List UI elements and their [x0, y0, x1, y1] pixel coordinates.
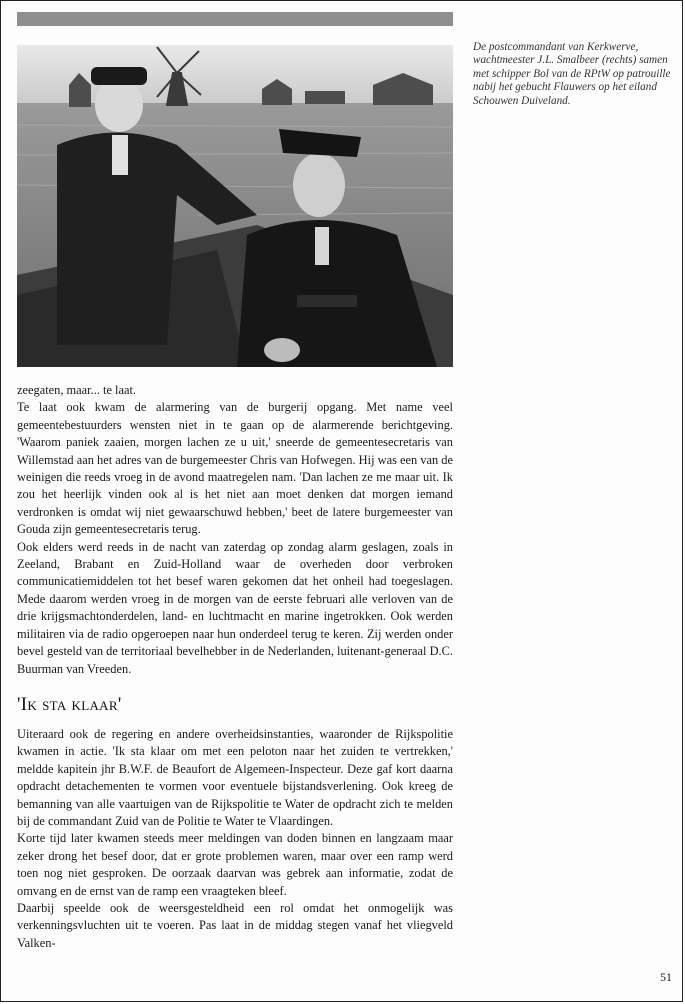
photo-caption: De postcommandant van Kerkwerve, wachtmeester J.L. Smalbeer (rechts) samen met schipper Bol van de RPtW op patrouille nabij het gebucht Flauwers op het eiland Schouwen Duiveland.	[473, 41, 671, 107]
section-heading: 'Ik sta klaar'	[17, 693, 122, 715]
article-body	[17, 382, 453, 952]
paragraph: Te laat ook kwam de alarmering van de burgerij opgang. Met name veel gemeentebestuurders wensten niet in te gaan op de alarmerende berichtgeving. 'Waarom paniek zaaien, morgen lachen ze u uit,' sneerde de gemeentesecretaris van Willemstad aan het adres van de burgemeester Chris van Hofwegen. Hij was een van de weinigen die reeds vroeg in de avond maatregelen nam. 'Dan lachen ze me maar uit. Ik zou het heerlijk vinden ook al is het niet aan moet denken dat morgen iemand verdronken is omdat wij niet gewaarschuwd hebben,' beet de latere burgemeester van Gouda zijn gemeentesecretaris terug.	[17, 400, 453, 537]
header-bar	[17, 12, 453, 26]
paragraph: Ook elders werd reeds in de nacht van zaterdag op zondag alarm geslagen, zoals in Zeeland, Brabant en Zuid-Holland waar de overheden door verbroken communicatiemiddelen tot het besef waren gekomen dat het onheil had toegeslagen. Mede daarom werden vroeg in de morgen van de eerste februari alle verloven van de drie krijgsmachtonderdelen, land- en luchtmacht en marine ingetrokken. Ook werden militairen via de radio opgeroepen naar hun onderdeel terug te keren. Zij werden onder bevel gesteld van de territoriaal bevelhebber in de Nederlanden, luitenant-generaal D.C. Buurman van Vreeden.	[17, 539, 453, 676]
paragraph: Korte tijd later kwamen steeds meer meldingen van doden binnen en langzaam maar zeker drong het besef door, dat er grote problemen waren, maar over een ramp werd toen nog niet gesproken. De oorzaak daarvan was gebrek aan informatie, zodat de omvang en de ernst van de ramp een vraagteken bleef.	[17, 831, 453, 898]
photograph	[17, 45, 453, 367]
page-number: 51	[660, 970, 672, 984]
paragraph: Daarbij speelde ook de weersgesteldheid een rol omdat het onmogelijk was verkenningsvluchten uit te voeren. Pas laat in de middag stegen vanaf het vliegveld Valken-	[17, 900, 453, 950]
paragraph: zeegaten, maar... te laat.	[17, 383, 137, 397]
paragraph: Uiteraard ook de regering en andere overheidsinstanties, waaronder de Rijkspolitie kwamen in actie. 'Ik sta klaar om met een peloton naar het zuiden te vertrekken,' meldde kapitein jhr B.W.F. de Beaufort de Algemeen-Inspecteur. Deze gaf kort daarna opdracht detachementen te vormen voor eventuele bijstandsverlening. Ook kreeg de bemanning van alle vaartuigen van de Rijkspolitie te Water de opdracht zich te melden bij de commandant Zuid van de Politie te Water te Vlaardingen.	[17, 726, 453, 828]
